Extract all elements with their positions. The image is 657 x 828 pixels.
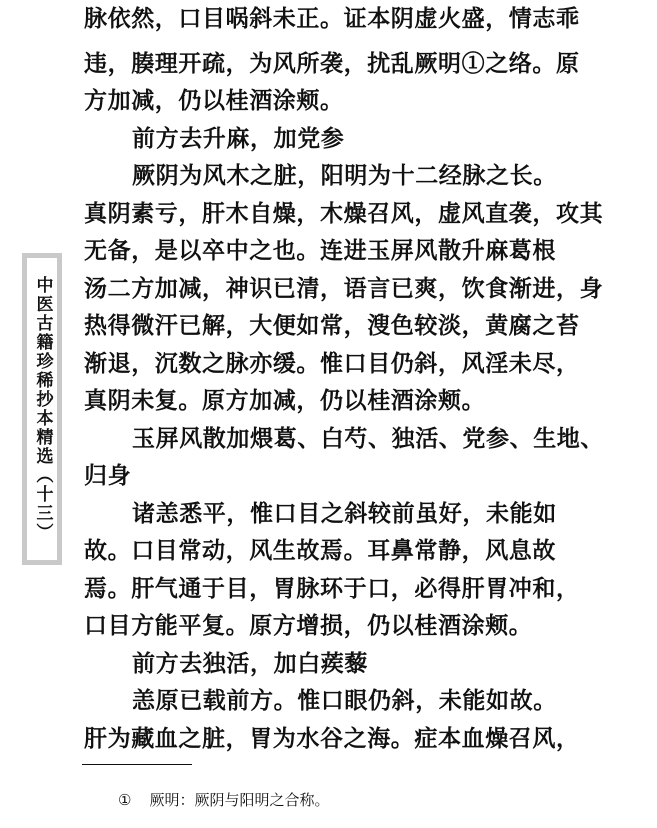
- text-line: 口目方能平复。原方增损，仍以桂酒涂颊。: [84, 612, 533, 639]
- footnote-text: 厥明：厥阴与阳明之合称。: [149, 791, 330, 809]
- text-line: 无备，是以卒中之也。连进玉屏风散升麻葛根: [84, 237, 556, 264]
- text-line: 渐退，沉数之脉亦缓。惟口目仍斜，风淫未尽，: [84, 350, 580, 377]
- text-line: 方加减，仍以桂酒涂颊。: [84, 87, 344, 114]
- text-line: 恙原已载前方。惟口眼仍斜，未能如故。: [132, 687, 557, 714]
- footnote: [118, 789, 329, 811]
- text-line: 真阴未复。原方加减，仍以桂酒涂颊。: [84, 387, 486, 414]
- text-line: 诸恙悉平，惟口目之斜较前虽好，未能如: [132, 500, 557, 527]
- text-line: 故。口目常动，风生故焉。耳鼻常静，风息故: [84, 537, 556, 564]
- footnote-marker: ①: [118, 791, 132, 809]
- side-tab-label: 中医古籍珍稀抄本精选（十三）: [32, 276, 53, 542]
- footnote-divider: [82, 764, 192, 765]
- text-line: 前方去独活，加白蒺藜: [132, 650, 368, 677]
- text-line: 脉依然，口目㖞斜未正。证本阴虚火盛，情志乖: [84, 5, 580, 32]
- text-line: 归身: [84, 462, 132, 489]
- text-line: 焉。肝气通于目，胃脉环于口，必得肝胃冲和，: [84, 575, 580, 602]
- text-line: 前方去升麻，加党参: [132, 125, 345, 152]
- text-line: 厥阴为风木之脏，阳明为十二经脉之长。: [132, 162, 557, 189]
- text-line: 玉屏风散加煨葛、白芍、独活、党参、生地、: [132, 425, 604, 452]
- text-line: 热得微汗已解，大便如常，溲色较淡，黄腐之苔: [84, 312, 580, 339]
- text-line: 真阴素亏，肝木自燥，木燥召风，虚风直袭，攻其: [84, 200, 604, 227]
- side-tab: [22, 253, 62, 565]
- text-line: 违，腠理开疏，为风所袭，扰乱厥明①之络。原: [84, 50, 580, 77]
- text-line: 肝为藏血之脏，胃为水谷之海。症本血燥召风，: [84, 725, 580, 752]
- text-line: 汤二方加减，神识已清，语言已爽，饮食渐进，身: [84, 275, 604, 302]
